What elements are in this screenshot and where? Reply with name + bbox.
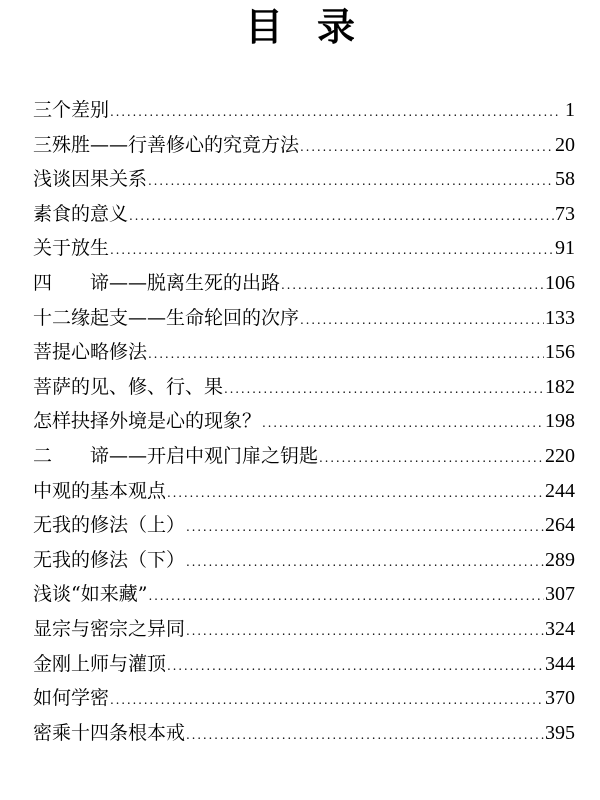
entry-page-number: 244 (545, 479, 575, 502)
toc-entry[interactable] (33, 162, 575, 197)
entry-title: 菩提心略修法 (33, 341, 148, 364)
toc-entry[interactable] (33, 93, 575, 128)
entry-page-number: 58 (555, 168, 575, 191)
dot-leader (186, 612, 544, 647)
entry-page-number: 73 (555, 202, 575, 225)
dot-leader (319, 439, 544, 474)
dot-leader (129, 197, 554, 232)
toc-entry[interactable] (33, 128, 575, 163)
toc-entry[interactable] (33, 404, 575, 439)
entry-page-number: 1 (565, 99, 575, 121)
entry-title: 三个差别 (33, 99, 110, 121)
entry-title: 浅谈“如来藏” (33, 583, 148, 606)
entry-page-number: 264 (545, 514, 575, 537)
entry-title: 如何学密 (33, 687, 110, 710)
toc-entry[interactable] (33, 439, 575, 474)
dot-leader (186, 508, 544, 543)
toc-entry[interactable] (33, 543, 575, 578)
dot-leader (262, 404, 544, 439)
dot-leader (110, 681, 544, 716)
entry-page-number: 344 (545, 652, 575, 675)
entry-page-number: 182 (545, 375, 575, 398)
entry-title-rest: 谛——脱离生死的出路 (90, 271, 281, 294)
dot-leader (167, 647, 544, 682)
toc-entry[interactable] (33, 197, 575, 232)
entry-title: 金刚上师与灌顶 (33, 652, 167, 675)
entry-title-first-char: 二 (33, 444, 53, 467)
dot-leader (186, 543, 544, 578)
entry-title: 中观的基本观点 (33, 479, 167, 502)
entry-title: 无我的修法（上） (33, 514, 186, 537)
page-title: 目录 (244, 5, 389, 49)
toc-entry[interactable] (33, 266, 575, 301)
entry-page-number: 198 (545, 410, 575, 433)
dot-leader (167, 474, 544, 509)
toc-entry[interactable] (33, 612, 575, 647)
dot-leader (300, 301, 544, 336)
entry-page-number: 20 (555, 133, 575, 156)
toc-entry[interactable] (33, 508, 575, 543)
toc-entry[interactable] (33, 474, 575, 509)
entry-page-number: 220 (545, 444, 575, 467)
dot-leader (148, 577, 544, 612)
toc-entry[interactable] (33, 370, 575, 405)
dot-leader (224, 370, 544, 405)
entry-page-number: 156 (545, 341, 575, 364)
toc-entry[interactable] (33, 716, 575, 751)
entry-title: 怎样抉择外境是心的现象？ (33, 410, 262, 433)
entry-title: 十二缘起支——生命轮回的次序 (33, 306, 300, 329)
toc-entry[interactable] (33, 301, 575, 336)
toc-list (33, 93, 575, 750)
dot-leader (281, 266, 544, 301)
dot-leader (110, 231, 554, 266)
entry-page-number: 91 (555, 237, 575, 260)
toc-entry[interactable] (33, 681, 575, 716)
entry-title: 浅谈因果关系 (33, 168, 148, 191)
entry-title: 三殊胜——行善修心的究竟方法 (33, 133, 300, 156)
entry-title: 显宗与密宗之异同 (33, 617, 186, 640)
entry-page-number: 133 (545, 306, 575, 329)
entry-title: 密乘十四条根本戒 (33, 721, 186, 744)
entry-page-number: 324 (545, 617, 575, 640)
dot-leader (300, 128, 554, 163)
entry-page-number: 307 (545, 583, 575, 606)
entry-page-number: 289 (545, 548, 575, 571)
entry-title: 菩萨的见、修、行、果 (33, 375, 224, 398)
toc-entry[interactable] (33, 335, 575, 370)
dot-leader (148, 162, 554, 197)
toc-entry[interactable] (33, 577, 575, 612)
dot-leader (148, 335, 544, 370)
dot-leader (110, 93, 564, 128)
entry-title (33, 439, 318, 474)
entry-title: 素食的意义 (33, 202, 129, 225)
entry-title-first-char: 四 (33, 271, 53, 294)
entry-page-number: 395 (545, 721, 575, 744)
entry-page-number: 370 (545, 687, 575, 710)
toc-entry[interactable] (33, 231, 575, 266)
toc-entry[interactable] (33, 647, 575, 682)
entry-title: 无我的修法（下） (33, 548, 186, 571)
dot-leader (186, 716, 544, 751)
entry-title-rest: 谛——开启中观门扉之钥匙 (90, 444, 319, 467)
entry-title: 关于放生 (33, 237, 110, 260)
entry-page-number: 106 (545, 271, 575, 294)
entry-title (33, 266, 280, 301)
